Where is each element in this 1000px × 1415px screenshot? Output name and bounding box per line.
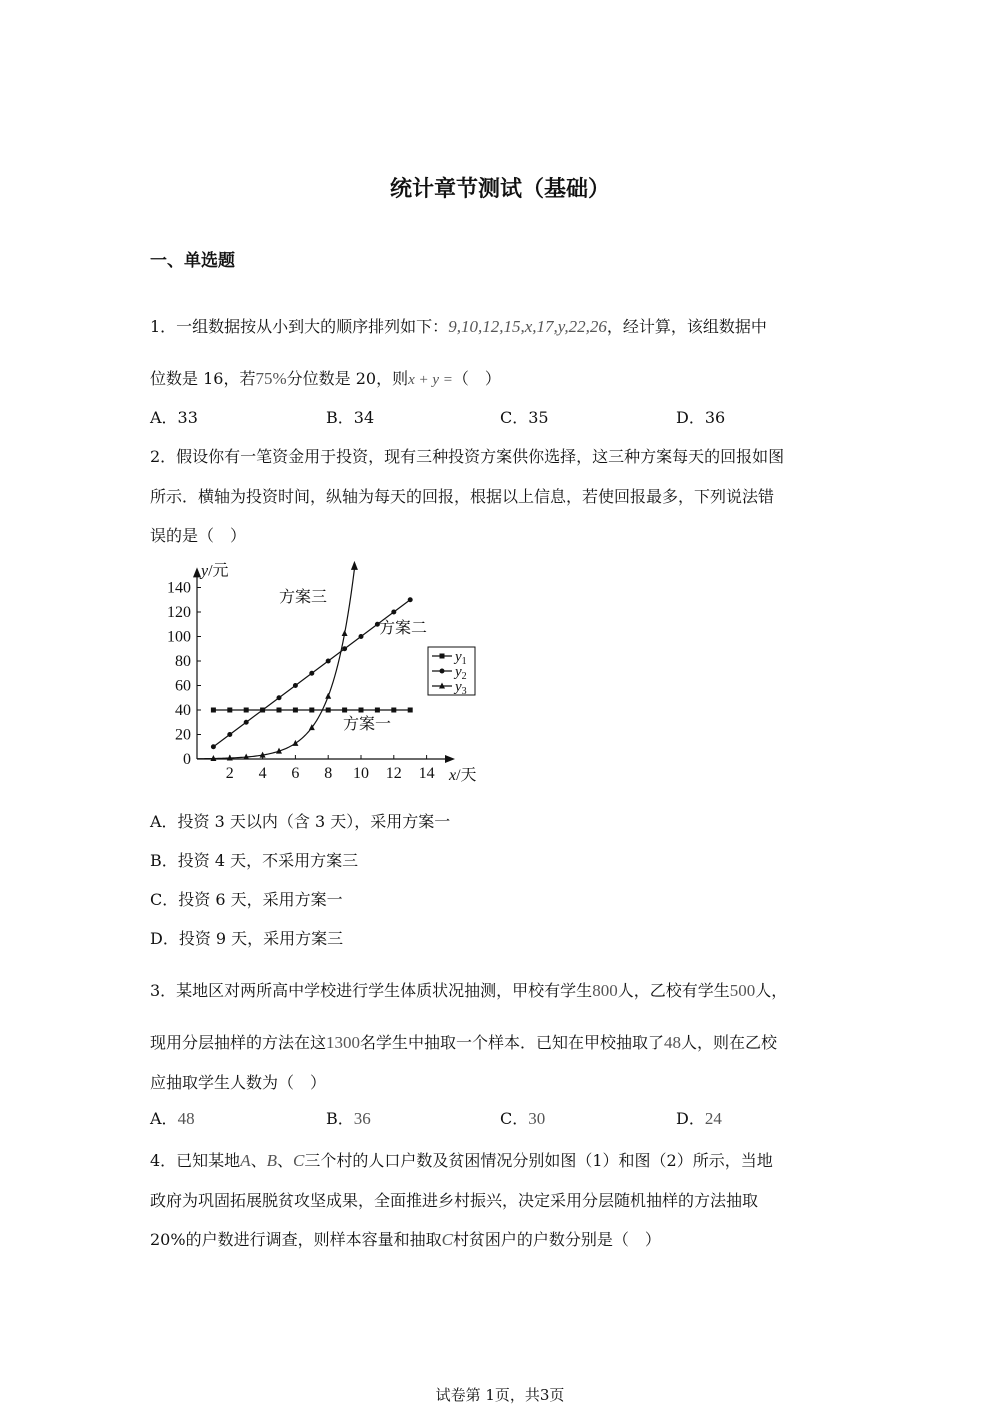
legend-label: $y_2$ [455, 664, 467, 682]
q1-option-c[interactable]: C．35 [500, 408, 549, 427]
q2-line2: 所示．横轴为投资时间，纵轴为每天的回报，根据以上信息，若使回报最多，下列说法错 [150, 487, 775, 506]
series-y1-point [244, 708, 249, 713]
series-y1-point [326, 708, 331, 713]
q3-number: 48 [664, 1033, 682, 1052]
series-y1-point [293, 708, 298, 713]
q3-line1 [150, 978, 787, 1001]
q4-text: 村贫困户的户数分别是（ ） [452, 1230, 661, 1249]
q4-text: 三个村的人口户数及贫困情况分别如图（1）和图（2）所示，当地 [304, 1151, 773, 1170]
series-y2-point [211, 744, 216, 749]
x-tick-label: 4 [258, 765, 267, 782]
q2-option-d[interactable]: D．投资 9 天，采用方案三 [150, 929, 344, 948]
x-tick-label: 12 [385, 765, 402, 782]
q4-text: 4．已知某地 [150, 1151, 241, 1170]
q4-text: 、 [250, 1151, 267, 1170]
section-heading: 一、单选题 [150, 251, 235, 271]
q3-text: 名学生中抽取一个样本．已知在甲校抽取了 [360, 1033, 665, 1052]
q3-option-label: A． [150, 1109, 178, 1128]
series-y2-point [391, 610, 396, 615]
y-tick-label: 0 [183, 751, 191, 768]
legend-label: $y_1$ [455, 649, 467, 667]
series-y1-point [211, 708, 216, 713]
q3-line2 [150, 1030, 777, 1053]
q3-option-value: 36 [353, 1109, 371, 1128]
q1-option-b[interactable]: B．34 [326, 408, 375, 427]
q3-option-label: D． [676, 1109, 705, 1128]
series-y1-point [391, 708, 396, 713]
series-y2-point [227, 732, 232, 737]
q1-line1 [150, 314, 767, 337]
series-y2-point [309, 671, 314, 676]
q1-percent: 75% [255, 369, 287, 388]
series-y3-annotation: 方案三 [279, 589, 328, 606]
q1-text: （ ） [452, 369, 501, 388]
page-footer: 试卷第 1页，共3页 [435, 1386, 565, 1404]
series-y1-point [408, 708, 413, 713]
chart-legend [428, 647, 475, 697]
q2-option-a[interactable]: A．投资 3 天以内（含 3 天），采用方案一 [150, 812, 451, 831]
q1-text: 位数是 16，若 [150, 369, 256, 388]
q3-option-b[interactable] [326, 1106, 371, 1129]
q4-text: 、 [276, 1151, 293, 1170]
q3-text: 人，乙校有学生 [617, 981, 730, 1000]
q3-line3: 应抽取学生人数为（ ） [150, 1073, 327, 1092]
series-y1-point [342, 708, 347, 713]
series-y3-arrow [351, 561, 358, 570]
y-tick-label: 80 [175, 653, 191, 670]
series-y3-point [325, 693, 331, 699]
q1-text: 分位数是 20，则 [286, 369, 409, 388]
series-y3-line [197, 569, 354, 759]
q3-text: 人，则在乙校 [681, 1033, 778, 1052]
q2-line3: 误的是（ ） [150, 526, 247, 545]
q3-number: 1300 [326, 1033, 361, 1052]
x-tick-label: 6 [291, 765, 300, 782]
legend-marker [440, 654, 445, 659]
x-tick-label: 14 [418, 765, 435, 782]
page-title: 统计章节测试（基础） [389, 177, 610, 202]
series-y2-point [359, 634, 364, 639]
series-y1-point [375, 708, 380, 713]
investment-chart [150, 548, 490, 788]
q1-text: ，经计算，该组数据中 [606, 317, 767, 336]
q3-option-d[interactable] [676, 1106, 722, 1129]
q4-village-c: C [293, 1151, 305, 1170]
q3-text: 现用分层抽样的方法在这 [150, 1033, 327, 1052]
q1-option-d[interactable]: D．36 [676, 408, 726, 427]
q3-option-a[interactable] [150, 1106, 195, 1129]
x-tick-label: 10 [353, 765, 369, 782]
series-y2-annotation: 方案二 [379, 620, 428, 637]
q1-line2 [150, 366, 501, 389]
q2-option-b[interactable]: B．投资 4 天，不采用方案三 [150, 851, 359, 870]
q2-option-c[interactable]: C．投资 6 天，采用方案一 [150, 890, 343, 909]
q3-option-c[interactable] [500, 1106, 545, 1129]
series-y2-point [277, 695, 282, 700]
series-y1-point [309, 708, 314, 713]
q4-line2: 政府为巩固拓展脱贫攻坚成果，全面推进乡村振兴，决定采用分层随机抽样的方法抽取 [150, 1191, 759, 1210]
q1-expression: x + y = [408, 372, 453, 388]
series-y1-point [227, 708, 232, 713]
x-tick-label: 2 [225, 765, 234, 782]
q4-line3 [150, 1227, 661, 1250]
x-axis-label: x/天 [449, 767, 477, 784]
x-tick-label: 8 [324, 765, 333, 782]
series-y1-point [277, 708, 282, 713]
q3-number: 500 [729, 981, 756, 1000]
q3-option-label: B． [326, 1109, 354, 1128]
y-tick-label: 140 [167, 579, 191, 597]
y-axis-arrow [193, 567, 201, 577]
y-tick-label: 40 [175, 702, 191, 719]
series-y3-point [342, 630, 348, 636]
y-tick-label: 100 [167, 628, 191, 646]
q2-line1: 2．假设你有一笔资金用于投资，现有三种投资方案供你选择，这三种方案每天的回报如图 [150, 447, 785, 466]
series-y2-point [293, 683, 298, 688]
q4-village-b: B [266, 1151, 277, 1170]
series-y3-point [292, 740, 298, 746]
series-y1-annotation: 方案一 [343, 716, 392, 733]
y-tick-label: 60 [175, 677, 191, 695]
series-y1-point [359, 708, 364, 713]
q1-option-a[interactable]: A．33 [150, 408, 198, 427]
q3-option-label: C． [500, 1109, 529, 1128]
q4-text: 20%的户数进行调查，则样本容量和抽取 [150, 1230, 442, 1249]
series-y2-point [260, 708, 265, 713]
q4-village-a: A [240, 1151, 251, 1170]
q3-number: 800 [592, 981, 618, 1000]
q1-text: 1．一组数据按从小到大的顺序排列如下： [150, 317, 449, 336]
q1-data-sequence: 9,10,12,15,x,17,y,22,26 [448, 317, 607, 336]
q3-text: 人， [755, 981, 788, 1000]
series-y2-point [408, 597, 413, 602]
q3-option-value: 30 [528, 1109, 546, 1128]
q3-text: 3．某地区对两所高中学校进行学生体质状况抽测，甲校有学生 [150, 981, 593, 1000]
q3-option-value: 24 [704, 1109, 722, 1128]
q4-line1 [150, 1148, 773, 1171]
legend-label: $y_3$ [455, 679, 467, 697]
q4-village-c: C [441, 1230, 453, 1249]
y-tick-label: 120 [167, 604, 191, 621]
series-y2-point [326, 659, 331, 664]
x-axis-arrow [445, 755, 455, 763]
chart-annotations [279, 588, 427, 733]
y-tick-label: 20 [175, 726, 191, 744]
series-y2-point [244, 720, 249, 725]
q3-option-value: 48 [177, 1109, 195, 1128]
y-axis-label: y/元 [201, 562, 229, 580]
series-y2-point [342, 646, 347, 651]
legend-marker [440, 669, 445, 674]
